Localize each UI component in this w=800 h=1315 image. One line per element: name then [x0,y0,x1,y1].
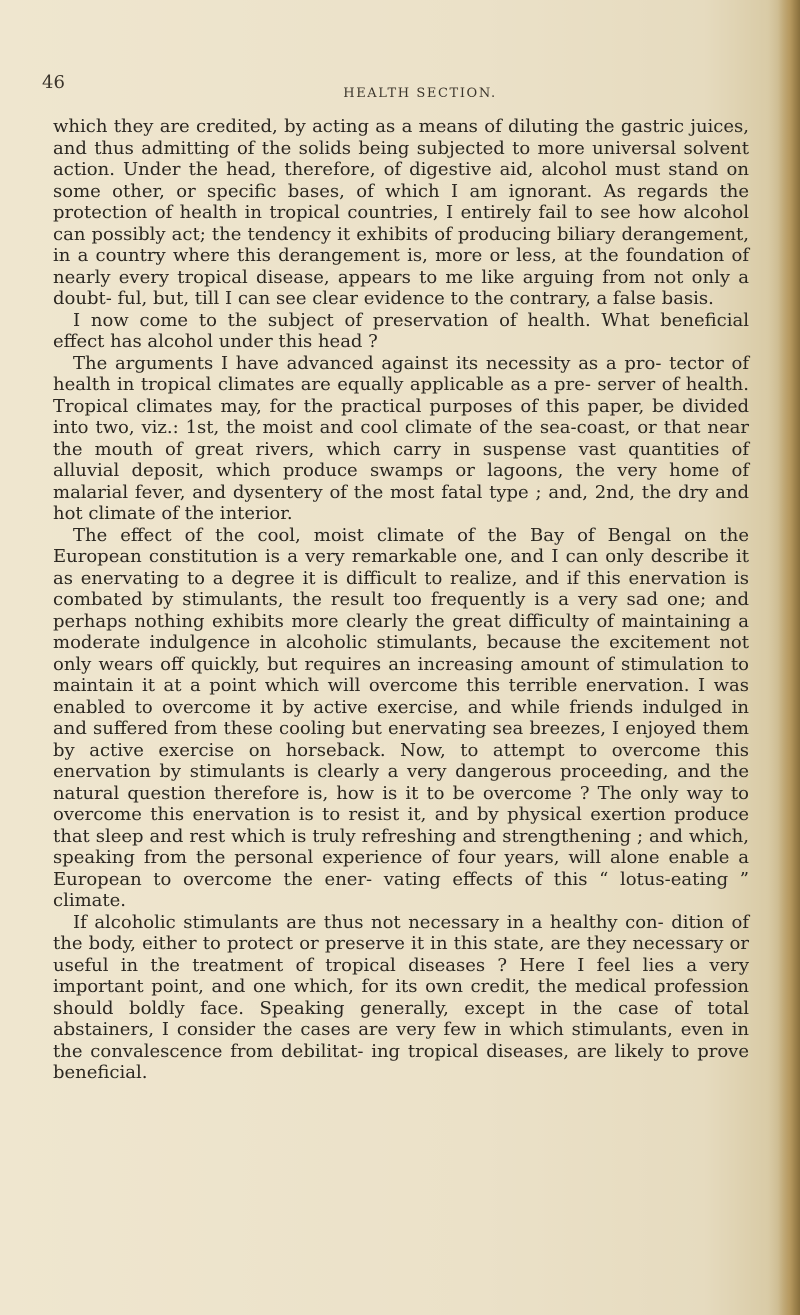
paragraph-5: If alcoholic stimulants are thus not necessary in a healthy con- dition of the body, either to protect or preserve it in this state, are they necessary or useful in the treatment of tropical diseases ? Here I feel lies a very important point, and one which, for its own credit, the medical profession should boldly face. Speaking generally, except in the case of total abstainers, I consider the cases are very few in which stimulants, even in the convalescence from debilitat- ing tropical diseases, are likely to prove beneficial. [53,911,749,1083]
running-head-text: HEALTH SECTION. [343,86,497,101]
running-head [0,86,800,101]
paragraph-2: I now come to the subject of preservation of health. What beneficial effect has alcohol under this head ? [53,309,749,352]
body-text [53,116,749,1084]
paragraph-4: The effect of the cool, moist climate of the Bay of Bengal on the European constitution is a very remarkable one, and I can only describe it as enervating to a degree it is difficult to realize, and if this enervation is combated by stimulants, the result too frequently is a very sad one; and perhaps nothing exhibits more clearly the great difficulty of maintaining a moderate indulgence in alcoholic stimulants, because the excitement not only wears off quickly, but requires an increasing amount of stimulation to maintain it at a point which will overcome this terrible enervation. I was enabled to overcome it by active exercise, and while friends indulged in and suffered from these cooling but enervating sea breezes, I enjoyed them by active exercise on horseback. Now, to attempt to overcome this enervation by stimulants is clearly a very dangerous proceeding, and the natural question therefore is, how is it to be overcome ? The only way to overcome this enervation is to resist it, and by physical exertion produce that sleep and rest which is truly refreshing and strengthening ; and which, speaking from the personal experience of four years, will alone enable a European to overcome the ener- vating effects of this “ lotus-eating ” climate. [53,524,749,911]
paragraph-1: which they are credited, by acting as a means of diluting the gastric juices, and thus admitting of the solids being subjected to more universal solvent action. Under the head, therefore, of digestive aid, alcohol must stand on some other, or specific bases, of which I am ignorant. As regards the protection of health in tropical countries, I entirely fail to see how alcohol can possibly act; the tendency it exhibits of producing biliary derangement, in a country where this derangement is, more or less, at the foundation of nearly every tropical disease, appears to me like arguing from not only a doubt- ful, but, till I can see clear evidence to the contrary, a false basis. [53,116,749,309]
paragraph-3: The arguments I have advanced against its necessity as a pro- tector of health in tropical climates are equally applicable as a pre- server of health. Tropical climates may, for the practical purposes of this paper, be divided into two, viz.: 1st, the moist and cool climate of the sea-coast, or that near the mouth of great rivers, which carry in suspense vast quantities of alluvial deposit, which produce swamps or lagoons, the very home of malarial fever, and dysentery of the most fatal type ; and, 2nd, the dry and hot climate of the interior. [53,352,749,524]
page-edge-shadow [778,0,800,1315]
page-number: 46 [42,72,65,93]
